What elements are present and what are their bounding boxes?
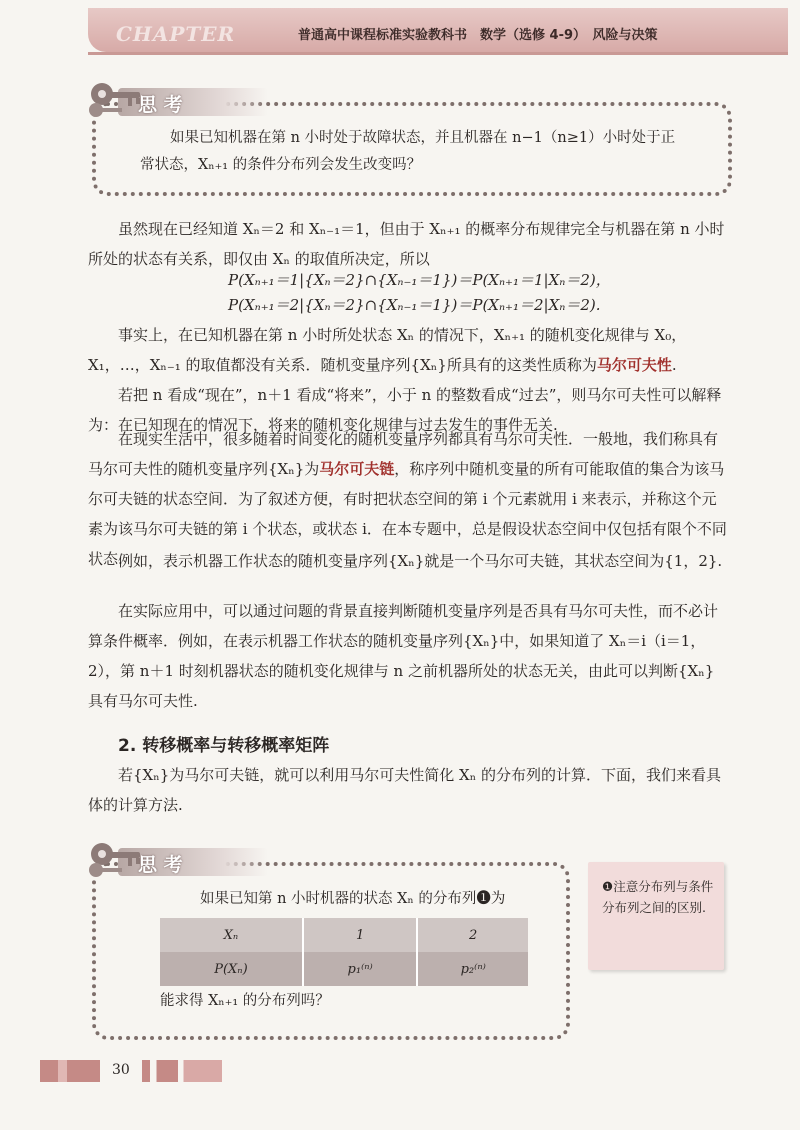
paragraph-7: 若{Xₙ}为马尔可夫链，就可以利用马尔可夫性简化 Xₙ 的分布列的计算．下面，我们来看具体的计算方法. xyxy=(88,766,721,814)
paragraph-2-end: . xyxy=(671,356,677,374)
table-cell: P(Xₙ) xyxy=(160,952,303,986)
table-cell: p₂⁽ⁿ⁾ xyxy=(417,952,528,986)
footer-bar-left xyxy=(40,1060,100,1082)
table-row xyxy=(160,952,528,986)
side-note-text: ❶注意分布列与条件分布列之间的区别. xyxy=(602,879,714,915)
paragraph-4-rest: ，称序列中随机变量的所有可能取值的集合为该马尔可夫链的状态空间．为了叙述方便，有时把状态空间的第 i 个元素就用 i 来表示，并称这个元素为该马尔可夫链的第 i 个状态，或状态 i．在本专题中，总是假设状态空间中仅包括有限个不同状态. xyxy=(88,460,727,568)
paragraph-2-text: 事实上，在已知机器在第 n 小时所处状态 Xₙ 的情况下，Xₙ₊₁ 的随机变化规律与 X₀，X₁，…，Xₙ₋₁ 的取值都没有关系．随机变量序列{Xₙ}所具有的这类性质称为 xyxy=(88,326,687,374)
paragraph-2 xyxy=(88,320,728,380)
page-header xyxy=(88,8,788,52)
think-question-2: 能求得 Xₙ₊₁ 的分布列吗？ xyxy=(160,993,330,1009)
book-title: 普通高中课程标准实验教科书 数学（选修 4-9） 风险与决策 xyxy=(298,28,658,43)
table-cell: Xₙ xyxy=(160,918,303,952)
header-rule xyxy=(88,52,788,55)
think-label-1: 思 考 xyxy=(138,94,183,116)
key-icon xyxy=(86,840,144,880)
table-cell: 2 xyxy=(417,918,528,952)
chapter-label: CHAPTER xyxy=(116,22,236,46)
paragraph-5: 例如，表示机器工作状态的随机变量序列{Xₙ}就是一个马尔可夫链，其状态空间为{1，2}. xyxy=(118,552,723,570)
footer-bar-right xyxy=(142,1060,222,1082)
page-number: 30 xyxy=(112,1062,130,1078)
distribution-table xyxy=(160,918,528,986)
paragraph-1: 虽然现在已经知道 Xₙ＝2 和 Xₙ₋₁＝1，但由于 Xₙ₊₁ 的概率分布规律完全与机器在第 n 小时所处的状态有关系，即仅由 Xₙ 的取值所决定，所以 xyxy=(88,220,725,268)
table-cell: 1 xyxy=(303,918,418,952)
equation-1: P(Xₙ₊₁＝1|{Xₙ＝2}∩{Xₙ₋₁＝1})＝P(Xₙ₊₁＝1|Xₙ＝2)， xyxy=(228,271,611,289)
think-intro-2: 如果已知第 n 小时机器的状态 Xₙ 的分布列❶为 xyxy=(200,891,506,907)
section-title: 2. 转移概率与转移概率矩阵 xyxy=(118,736,330,756)
think-tag-1 xyxy=(118,88,268,116)
term-markov-chain: 马尔可夫链 xyxy=(319,460,395,478)
equation-2: P(Xₙ₊₁＝2|{Xₙ＝2}∩{Xₙ₋₁＝1})＝P(Xₙ₊₁＝2|Xₙ＝2). xyxy=(228,296,601,314)
side-note xyxy=(588,862,724,970)
paragraph-3: 若把 n 看成“现在”，n＋1 看成“将来”，小于 n 的整数看成“过去”，则马尔可夫性可以解释为：在已知现在的情况下，将来的随机变化规律与过去发生的事件无关. xyxy=(88,386,722,434)
key-icon xyxy=(86,80,144,120)
table-header-row xyxy=(160,918,528,952)
table-cell: p₁⁽ⁿ⁾ xyxy=(303,952,418,986)
think-label-2: 思 考 xyxy=(138,854,183,876)
paragraph-4-text: 在现实生活中，很多随着时间变化的随机变量序列都具有马尔可夫性．一般地，我们称具有马尔可夫性的随机变量序列{Xₙ}为 xyxy=(88,430,719,478)
paragraph-6: 在实际应用中，可以通过问题的背景直接判断随机变量序列是否具有马尔可夫性，而不必计算条件概率．例如，在表示机器工作状态的随机变量序列{Xₙ}中，如果知道了 Xₙ＝i（i＝1，2），第 n＋1 时刻机器状态的随机变化规律与 n 之前机器所处的状态无关，由此可以判断{Xₙ}具有马尔可夫性. xyxy=(88,602,719,710)
think-tag-2 xyxy=(118,848,268,876)
think-text-1: 如果已知机器在第 n 小时处于故障状态，并且机器在 n−1（n≥1）小时处于正常状态，Xₙ₊₁ 的条件分布列会发生改变吗？ xyxy=(140,130,676,173)
term-markov-property: 马尔可夫性 xyxy=(596,356,672,374)
